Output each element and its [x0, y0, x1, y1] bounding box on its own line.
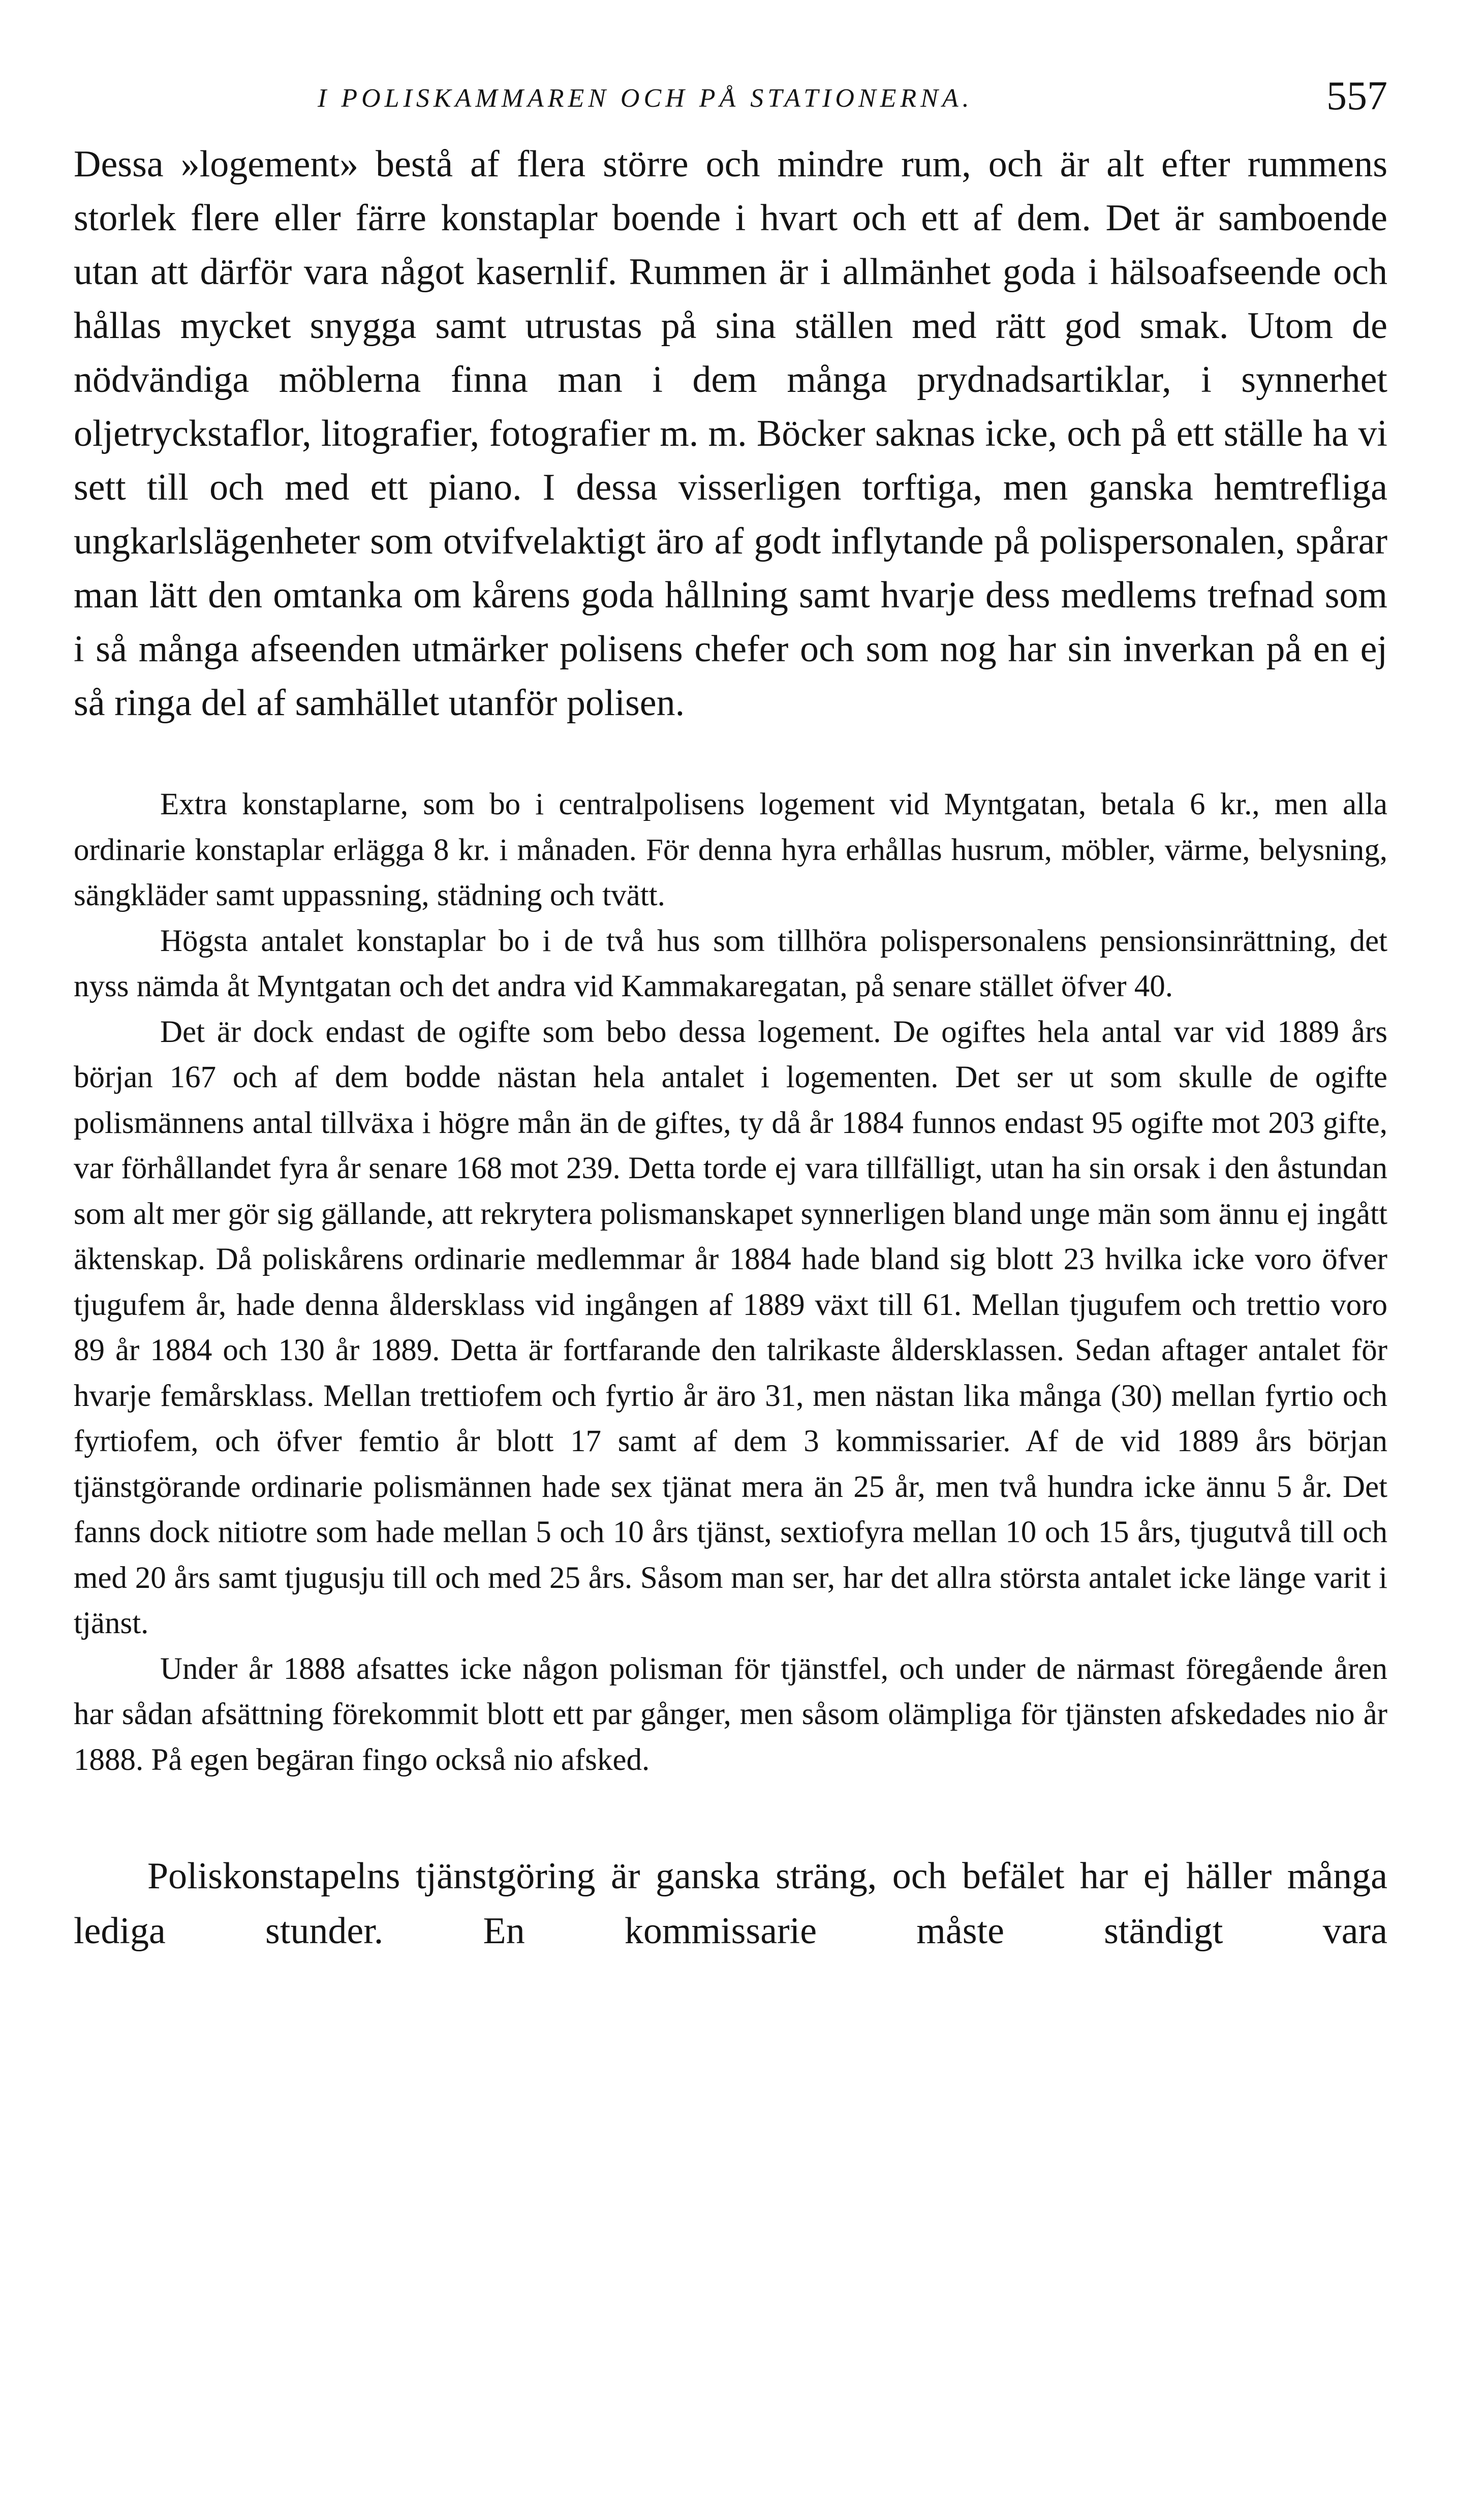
running-head	[74, 76, 1387, 137]
note-paragraph-unmarried: Det är dock endast de ogifte som bebo dessa logement. De ogiftes hela antal var vid 1889 års början 167 och af dem bodde nästan hela antalet i logementen. Det ser ut som skulle de ogifte polismännens antal tillväxa i högre mån än de giftes, ty då år 1884 funnos endast 95 ogifte mot 203 gifte, var förhållandet fyra år senare 168 mot 239. Detta torde ej vara tillfälligt, utan ha sin orsak i den åstundan som alt mer gör sig gällande, att rekrytera polismanskapet synnerligen bland unge män som ännu ej ingått äktenskap. Då poliskårens ordinarie medlemmar år 1884 hade bland sig blott 23 hvilka icke voro öfver tjugufem år, hade denna åldersklass vid ingången af 1889 växt till 61. Mellan tjugufem och trettio voro 89 år 1884 och 130 år 1889. Detta är fortfarande den talrikaste åldersklassen. Sedan aftager antalet för hvarje femårsklass. Mellan trettiofem och fyrtio år äro 31, men nästan lika många (30) mellan fyrtio och fyrtiofem, och öfver femtio år blott 17 samt af dem 3 kommissarier. Af de vid 1889 års början tjänstgörande ordinarie polismännen hade sex tjänat mera än 25 år, men två hundra icke ännu 5 år. Det fanns dock nitiotre som hade mellan 5 och 10 års tjänst, sextiofyra mellan 10 och 15 års, tjugutvå till och med 20 års samt tjugusju till och med 25 års. Såsom man ser, har det allra största antalet icke länge varit i tjänst.	[74, 1015, 1387, 1640]
page-number: 557	[1326, 74, 1387, 118]
page-content	[74, 76, 1387, 1958]
main-text	[74, 137, 1387, 730]
closing-paragraph: Poliskonstapelns tjänstgöring är ganska sträng, och befälet har ej häller många lediga stunder. En kommissarie måste ständigt vara	[74, 1855, 1387, 1952]
small-print-notes	[74, 782, 1387, 1783]
closing-text	[74, 1849, 1387, 1958]
main-paragraph: Dessa »logement» bestå af flera större och mindre rum, och är alt efter rummens storlek flere eller färre konstaplar boende i hvart och ett af dem. Det är samboende utan att därför vara något kasernlif. Rummen är i allmänhet goda i hälsoafseende och hållas mycket snygga samt utrustas på sina ställen med rätt god smak. Utom de nödvändiga möblerna finna man i dem många prydnadsartiklar, i synnerhet oljetryckstaflor, litografier, fotografier m. m. Böcker saknas icke, och på ett ställe ha vi sett till och med ett piano. I dessa visserligen torftiga, men ganska hemtrefliga ungkarlslägenheter som otvifvelaktigt äro af godt inflytande på polispersonalen, spårar man lätt den omtanka om kårens goda hållning samt hvarje dess medlems trefnad som i så många afseenden utmärker polisens chefer och som nog har sin inverkan på en ej så ringa del af samhället utanför polisen.	[74, 143, 1387, 724]
running-title: I POLISKAMMAREN OCH PÅ STATIONERNA.	[318, 84, 973, 113]
note-paragraph-houses: Högsta antalet konstaplar bo i de två hus som tillhöra polispersonalens pensionsinrättning, det nyss nämda åt Myntgatan och det andra vid Kammakaregatan, på senare stället öfver 40.	[74, 924, 1387, 1003]
note-paragraph-rent: Extra konstaplarne, som bo i centralpolisens logement vid Myntgatan, betala 6 kr., men alla ordinarie konstaplar erlägga 8 kr. i månaden. För denna hyra erhållas husrum, möbler, värme, belysning, sängkläder samt uppassning, städning och tvätt.	[74, 787, 1387, 912]
note-paragraph-dismissals: Under år 1888 afsattes icke någon polisman för tjänstfel, och under de närmast föregående åren har sådan afsättning förekommit blott ett par gånger, men såsom olämpliga för tjänsten afskedades nio år 1888. På egen begäran fingo också nio afsked.	[74, 1651, 1387, 1777]
